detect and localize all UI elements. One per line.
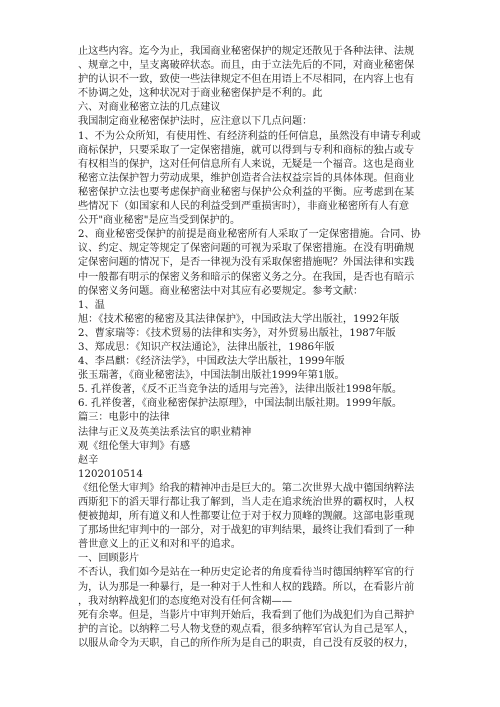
text-line: 普世意义上的正义和对和平的追求。	[78, 539, 241, 551]
text-line: 议、约定、规定等规定了保密问题的可视为采取了保密措施。在没有明确规	[78, 243, 415, 255]
text-line: 的保密义务问题。商业秘密法中对其应有必要规定。参考文献：	[78, 285, 364, 297]
text-line: 以服从命令为天职，自己的所作所为是自己的职责，自己没有反驳的权力，	[78, 637, 415, 649]
section-heading: 六、对商业秘密立法的几点建议	[78, 102, 221, 114]
document-page	[78, 45, 430, 651]
text-line: 护的认识不一致，致使一些法律规定不但在用语上不尽相同，在内容上也有	[78, 74, 415, 86]
text-line: 公开"商业秘密"是应当受到保护的。	[78, 215, 241, 227]
text-line: 商标保护，只要采取了一定保密措施，就可以得到与专利和商标的独占或专	[78, 144, 415, 156]
reference-item: 旭：《技术秘密的秘密及其法律保护》，中国政法大学出版社，1992年版	[78, 313, 400, 325]
text-line: 护的言论。以纳粹二号人物戈登的观点看，很多纳粹军官认为自己是军人，	[78, 623, 415, 635]
text-line: 便被抛却，所有道义和人性都要让位于对于权力顶峰的觊觎。这部电影重现	[78, 511, 415, 523]
text-line: 西斯犯下的滔天罪行都让我了解到，当人走在追求统治世界的霸权时，人权	[78, 497, 415, 508]
text-line: 些情况下（如国家和人民的利益受到严重损害时），非商业秘密所有人有意	[78, 201, 410, 213]
student-id: 1202010514	[78, 468, 143, 480]
text-line: 秘密保护立法也要考虑保护商业秘密与保护公众利益的平衡。应考虑到在某	[78, 186, 415, 198]
section-heading: 篇三：电影中的法律	[78, 412, 170, 424]
reference-item: 3、郑成思：《知识产权法通论》，法律出版社，1986年版	[78, 341, 335, 353]
text-line: 我国制定商业秘密保护法时，应注意以下几点问题：	[78, 116, 313, 128]
reference-item: 6. 孔祥俊著，《商业秘密保护法原理》，中国法制出版社期。1999年版。	[78, 398, 403, 410]
reference-item: 4、李昌麒：《经济法学》，中国政法大学出版社，1999年版	[78, 356, 345, 368]
text-line: ，我对纳粹战犯们的态度绝对没有任何含糊——	[78, 595, 292, 607]
reference-item: 1、温	[78, 299, 105, 311]
author-name: 赵辛	[78, 454, 99, 466]
text-line: 为，认为那是一种暴行，是一种对于人性和人权的践踏。所以，在看影片前	[78, 581, 415, 593]
text-line: 秘密立法保护智力劳动成果，维护创造者合法权益宗旨的具体体现。但商业	[78, 172, 415, 184]
reference-item: 5. 孔祥俊著，《反不正当竞争法的适用与完善》，法律出版社1998年版。	[78, 384, 403, 396]
text-line: 有权相当的保护，这对任何信息所有人来说，无疑是一个福音。这也是商业	[78, 158, 415, 170]
text-line: 了那场世纪审判中的一部分，对于战犯的审判结果，最终让我们看到了一种	[78, 525, 415, 537]
text-line: 《纽伦堡大审判》给我的精神冲击是巨大的。第二次世界大战中德国纳粹法	[78, 482, 415, 494]
article-subtitle: 观《纽伦堡大审判》有感	[78, 440, 191, 452]
text-line: 中一般都有明示的保密义务和暗示的保密义务之分。在我国，是否也有暗示	[78, 271, 415, 283]
text-line: 止这些内容。迄今为止，我国商业秘密保护的规定还散见于各种法律、法规	[78, 46, 415, 57]
section-heading: 一、回顾影片	[78, 553, 140, 565]
text-line: 不否认，我们如今是站在一种历史定论者的角度看待当时德国纳粹军官的行	[78, 567, 415, 579]
text-line: 不协调之处，这种状况对于商业秘密保护是不利的。此	[78, 88, 323, 100]
article-title: 法律与正义及英美法系法官的职业精神	[78, 426, 252, 438]
reference-item: 张玉瑞著，《商业秘密法》，中国法制出版社1999年第1版。	[78, 370, 345, 382]
text-line: 死有余辜。但是，当影片中审判开始后，我看到了他们为战犯们为自己辩护	[78, 609, 415, 621]
reference-item: 2、曹家瑞等：《技术贸易的法律和实务》，对外贸易出版社，1987年版	[78, 327, 396, 339]
text-line: 1、不为公众所知，有使用性、有经济利益的任何信息，虽然没有申请专利或	[78, 130, 421, 142]
text-line: 定保密问题的情况下，是否一律视为没有采取保密措施呢？外国法律和实践	[78, 257, 415, 269]
text-line: 、规章之中，呈支离破碎状态。而且，由于立法先后的不同，对商业秘密保	[78, 60, 415, 72]
text-line: 2、商业秘密受保护的前提是商业秘密所有人采取了一定保密措施。合同、协	[78, 229, 421, 241]
